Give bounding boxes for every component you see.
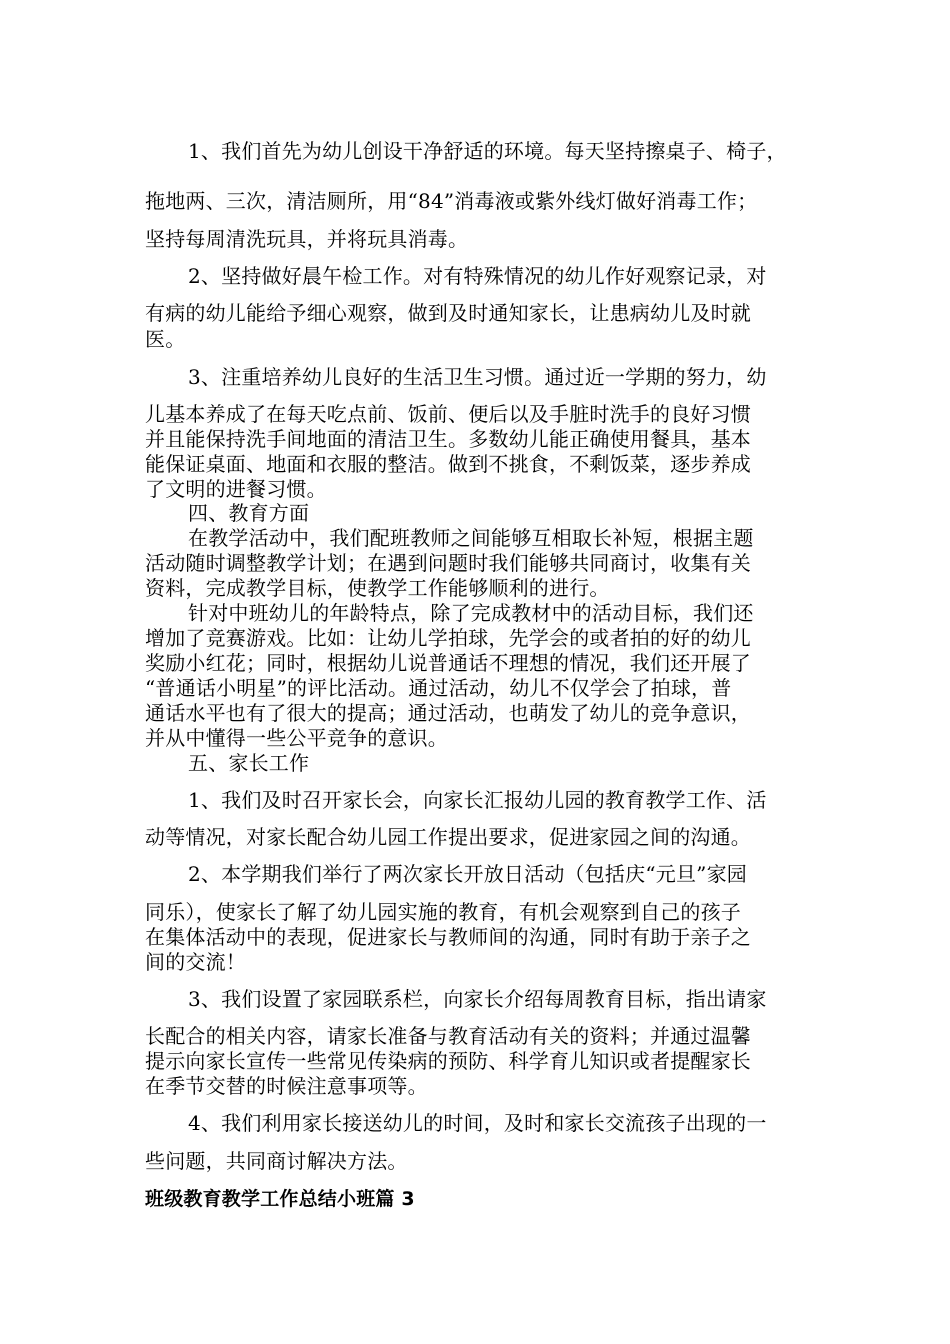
paragraph-line: 2、坚持做好晨午检工作。对有特殊情况的幼儿作好观察记录，对 [188,264,767,288]
paragraph-line: 坚持每周清洗玩具，并将玩具消毒。 [145,227,469,251]
paragraph-line: 1、我们首先为幼儿创设干净舒适的环境。每天坚持擦桌子、椅子， [188,139,787,163]
paragraph-line: 间的交流！ [145,950,246,974]
paragraph-line: 1、我们及时召开家长会，向家长汇报幼儿园的教育教学工作、活 [188,788,767,812]
paragraph-line: 同乐），使家长了解了幼儿园实施的教育，有机会观察到自己的孩子 [145,900,741,924]
section-title: 五、家长工作 [188,751,310,775]
paragraph-line: 在教学活动中，我们配班教师之间能够互相取长补短，根据主题 [188,526,754,550]
paragraph-line: 2、本学期我们举行了两次家长开放日活动（包括庆“元旦”家园 [188,862,747,886]
paragraph-line: 在季节交替的时候注意事项等。 [145,1074,428,1098]
paragraph-line: 4、我们利用家长接送幼儿的时间，及时和家长交流孩子出现的一 [188,1111,767,1135]
paragraph-line: 3、注重培养幼儿良好的生活卫生习惯。通过近一学期的努力，幼 [188,365,767,389]
paragraph-line: 儿基本养成了在每天吃点前、饭前、便后以及手脏时洗手的良好习惯 [145,402,751,426]
paragraph-line: “普通话小明星”的评比活动。通过活动，幼儿不仅学会了拍球，普 [145,676,732,700]
paragraph-line: 并从中懂得一些公平竞争的意识。 [145,726,448,750]
paragraph-line: 增加了竞赛游戏。比如：让幼儿学拍球，先学会的或者拍的好的幼儿 [145,626,751,650]
paragraph-line: 并且能保持洗手间地面的清洁卫生。多数幼儿能正确使用餐具，基本 [145,427,751,451]
paragraph-line: 有病的幼儿能给予细心观察，做到及时通知家长，让患病幼儿及时就 [145,301,751,325]
paragraph-line: 医。 [145,327,186,351]
section-heading: 班级教育教学工作总结小班篇 3 [145,1188,415,1210]
paragraph-line: 能保证桌面、地面和衣服的整洁。做到不挑食，不剩饭菜，逐步养成 [145,452,751,476]
paragraph-line: 了文明的进餐习惯。 [145,477,327,501]
paragraph-line: 资料，完成教学目标，使教学工作能够顺利的进行。 [145,576,610,600]
paragraph-line: 针对中班幼儿的年龄特点，除了完成教材中的活动目标，我们还 [188,601,754,625]
paragraph-line: 在集体活动中的表现，促进家长与教师间的沟通，同时有助于亲子之 [145,925,751,949]
paragraph-line: 奖励小红花；同时，根据幼儿说普通话不理想的情况，我们还开展了 [145,651,751,675]
paragraph-line: 活动随时调整教学计划；在遇到问题时我们能够共同商讨，收集有关 [145,551,751,575]
paragraph-line: 3、我们设置了家园联系栏，向家长介绍每周教育目标，指出请家 [188,987,767,1011]
paragraph-line: 些问题，共同商讨解决方法。 [145,1149,408,1173]
paragraph-line: 拖地两、三次，清洁厕所，用“84”消毒液或紫外线灯做好消毒工作； [145,189,758,213]
paragraph-line: 提示向家长宣传一些常见传染病的预防、科学育儿知识或者提醒家长 [145,1049,751,1073]
section-title: 四、教育方面 [188,501,310,525]
paragraph-line: 动等情况，对家长配合幼儿园工作提出要求，促进家园之间的沟通。 [145,825,751,849]
paragraph-line: 通话水平也有了很大的提高；通过活动，也萌发了幼儿的竞争意识， [145,701,751,725]
paragraph-line: 长配合的相关内容，请家长准备与教育活动有关的资料；并通过温馨 [145,1024,751,1048]
